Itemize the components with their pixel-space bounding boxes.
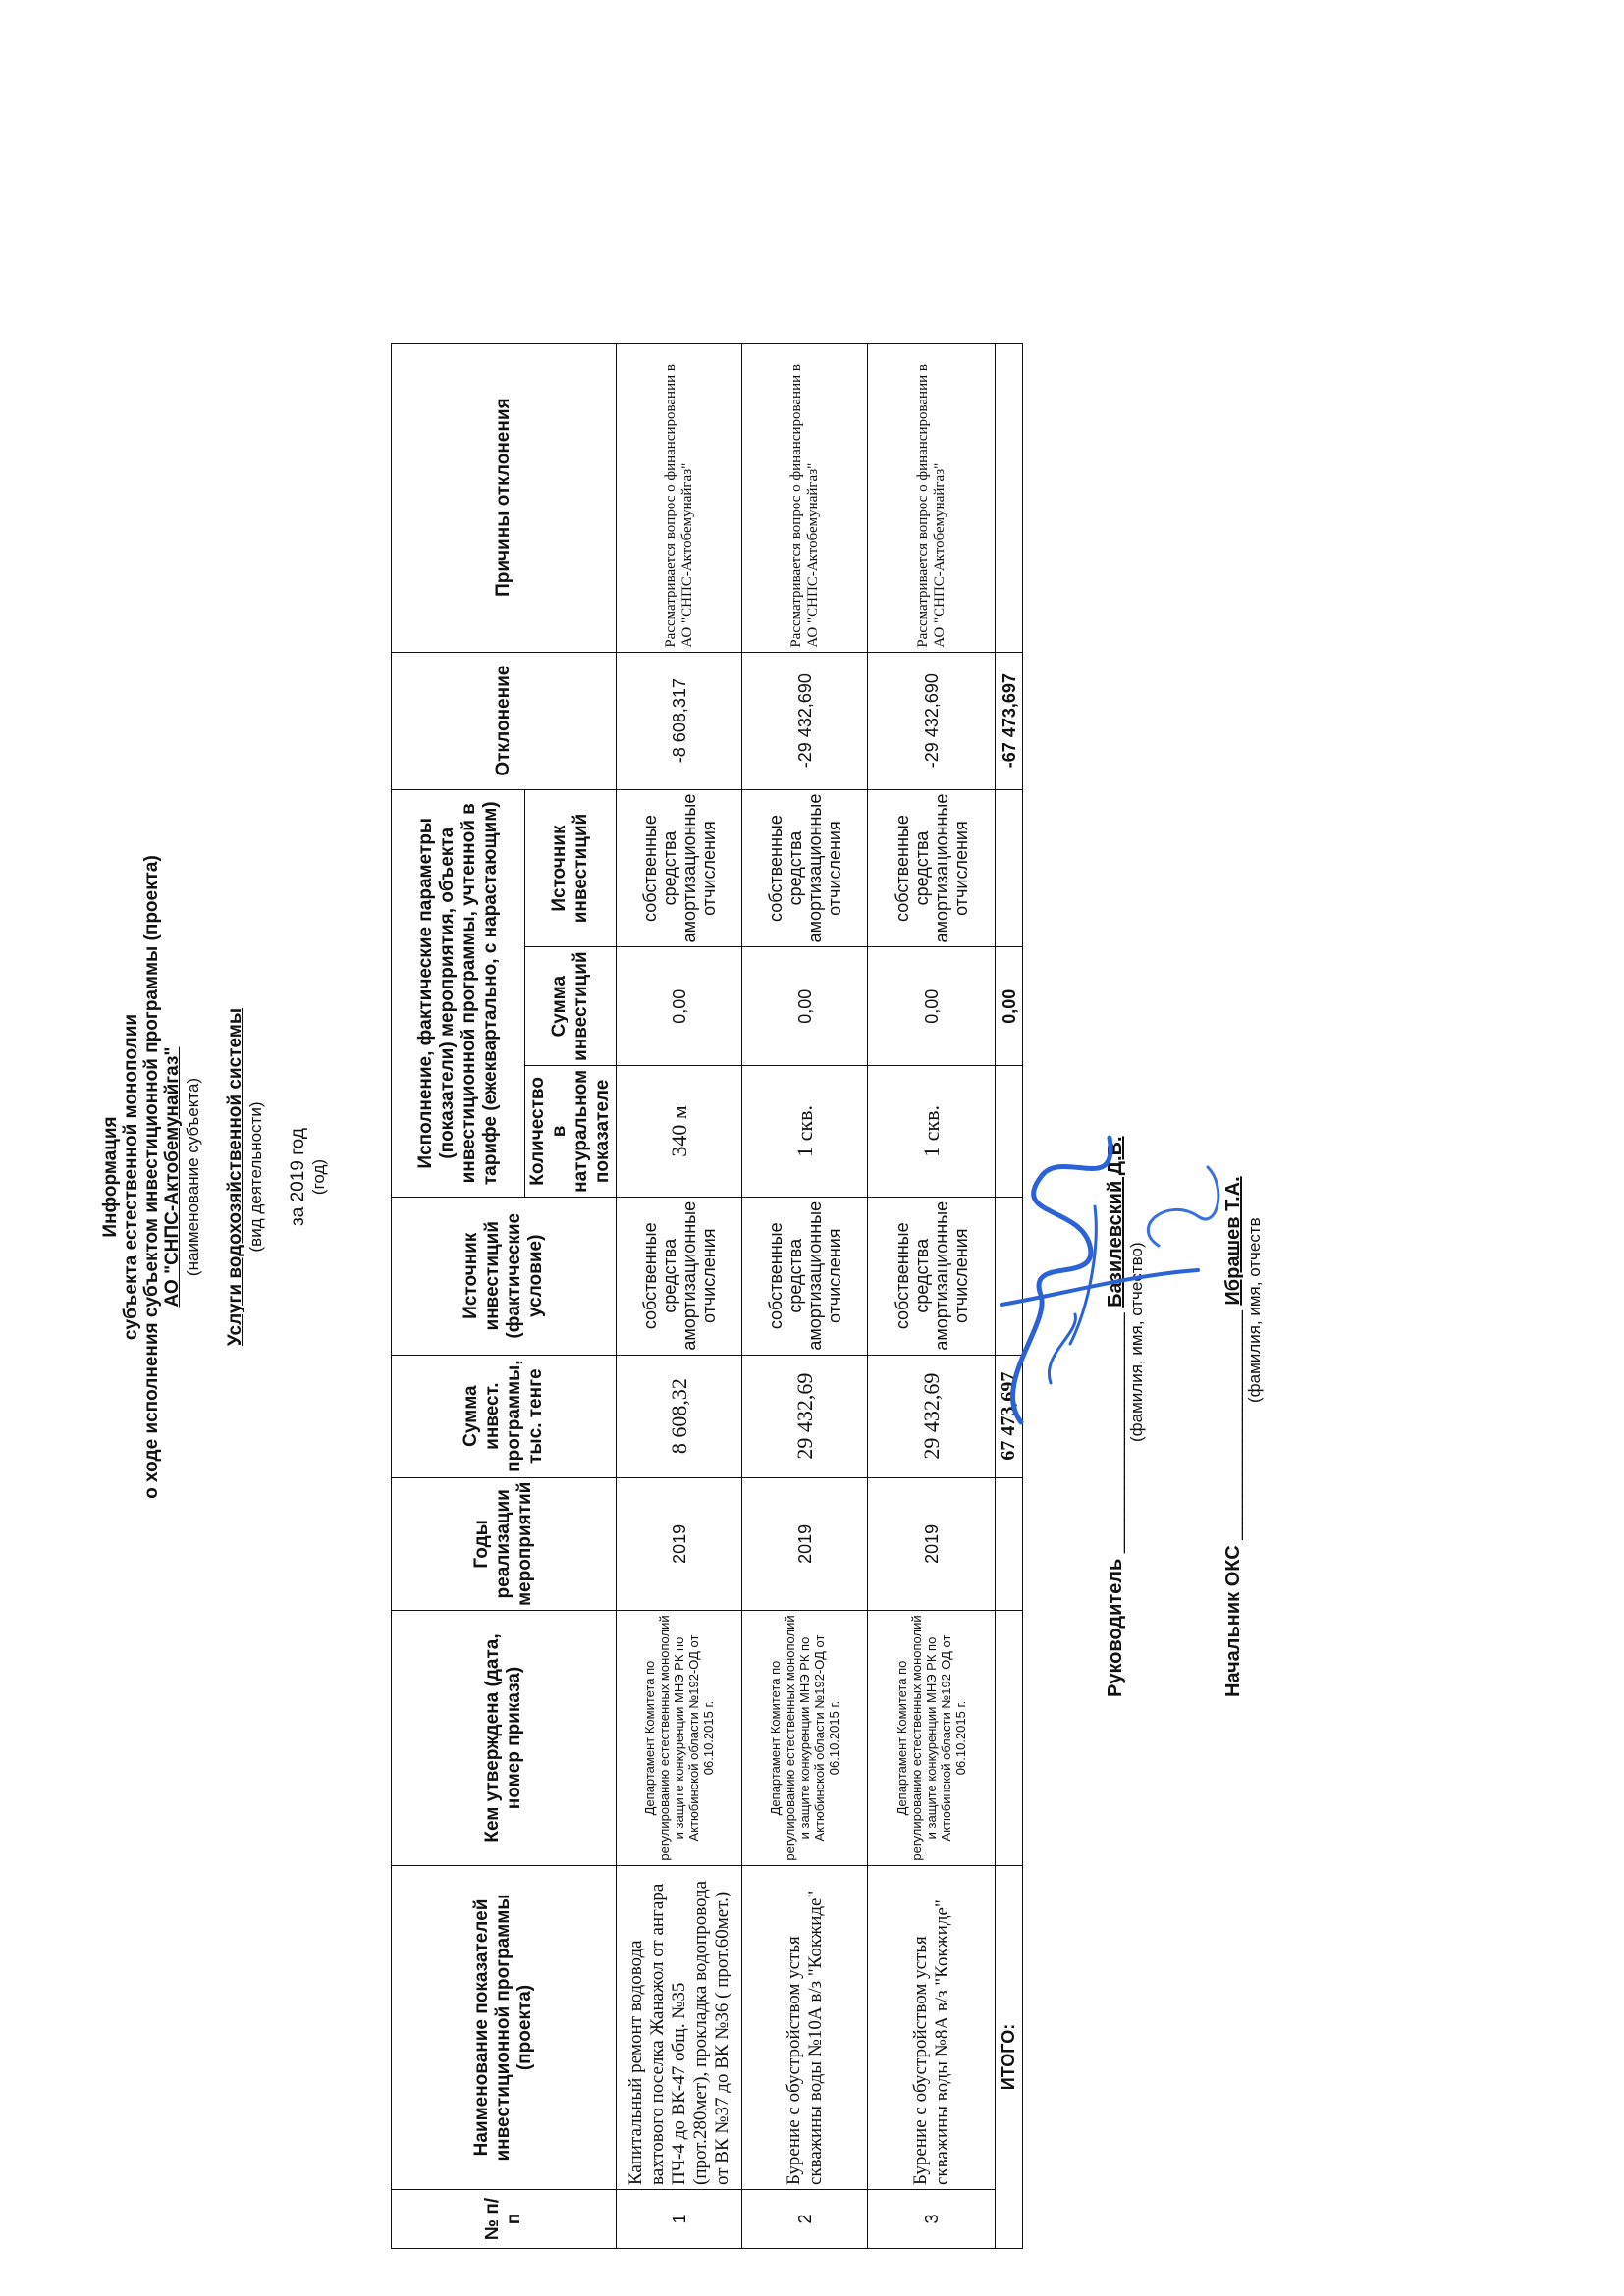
row-source: собственные средства амортизационные отчисления <box>617 1197 742 1355</box>
header-inv-source: Источник инвестиций <box>525 789 617 947</box>
row-reason: Рассматривается вопрос о финансировании в АО "СНПС-Актобемунайгаз" <box>617 343 742 652</box>
row-deviation: -8 608,317 <box>617 652 742 789</box>
row-inv-sum: 0,00 <box>868 947 996 1066</box>
oks-signature-block: Начальник ОКС _____________________ Ибрашев Т.А. (фамилия, имя, отчеств <box>1222 1176 1264 1697</box>
total-deviation: -67 473,697 <box>996 652 1023 789</box>
row-deviation: -29 432,690 <box>742 652 868 789</box>
header-num: № п/п <box>392 2190 617 2249</box>
row-name: Капитальный ремонт водовода вахтового поселка Жанажол от ангара ПЧ-4 до ВК-47 общ. №35 (прот.280мет), прокладка водопровода от ВК №37 до ВК №36 ( прот.60мет.) <box>617 1866 742 2190</box>
row-sum: 29 432,69 <box>868 1355 996 1477</box>
head-label: Руководитель <box>1105 1558 1126 1697</box>
total-empty <box>996 789 1023 947</box>
header-deviation: Отклонение <box>392 652 617 789</box>
activity-caption: (вид деятельности) <box>246 1101 265 1253</box>
row-approved: Департамент Комитета по регулированию естественных монополий и защите конкуренции МНЭ РК по Актюбинской области №192-ОД от 06.10.2015 г. <box>868 1611 996 1866</box>
doc-title: Информация <box>100 1116 121 1238</box>
header-qty: Количество в натуральном показателе <box>525 1065 617 1197</box>
header-execution-group: Исполнение, фактические параметры (показатели) мероприятия, объекта инвестиционной программы, учтенной в тарифе (ежеквартально, с нарастающим) <box>392 789 525 1197</box>
row-name: Бурение с обустройством устья скважины воды №10А в/з "Кокжиде" <box>742 1866 868 2190</box>
header-approved: Кем утверждена (дата, номер приказа) <box>392 1611 617 1866</box>
head-name: Базилевский Д.В. <box>1105 1136 1126 1308</box>
total-label: ИТОГО: <box>996 1866 1023 2249</box>
oks-name: Ибрашев Т.А. <box>1222 1176 1244 1306</box>
row-inv-source: собственные средства амортизационные отчисления <box>868 789 996 947</box>
row-inv-sum: 0,00 <box>617 947 742 1066</box>
row-approved: Департамент Комитета по регулированию естественных монополий и защите конкуренции МНЭ РК по Актюбинской области №192-ОД от 06.10.2015 г. <box>617 1611 742 1866</box>
total-empty <box>996 1611 1023 1866</box>
row-name: Бурение с обустройством устья скважины воды №8А в/з "Кокжиде" <box>868 1866 996 2190</box>
header-sum: Сумма инвест. программы, тыс. тенге <box>392 1355 617 1477</box>
row-reason: Рассматривается вопрос о финансировании в АО "СНПС-Актобемунайгаз" <box>742 343 868 652</box>
row-qty: 340 м <box>617 1065 742 1197</box>
table-row <box>868 343 996 2248</box>
row-years: 2019 <box>617 1477 742 1610</box>
total-inv-sum: 0,00 <box>996 947 1023 1066</box>
header-reasons: Причины отклонения <box>392 343 617 652</box>
table-row <box>617 343 742 2248</box>
doc-subtitle-1: субъекта естественной монополии <box>121 1013 141 1341</box>
head-signature-block: Руководитель ______________________ Базилевский Д.В. (фамилия, имя, отчество) <box>1105 1136 1146 1697</box>
row-qty: 1 скв. <box>868 1065 996 1197</box>
header-inv-sum: Сумма инвестиций <box>525 947 617 1066</box>
oks-label: Начальник ОКС <box>1222 1545 1244 1697</box>
company-caption: (наименование субъекта) <box>184 1077 202 1277</box>
row-qty: 1 скв. <box>742 1065 868 1197</box>
period-caption: (год) <box>309 1158 328 1196</box>
row-source: собственные средства амортизационные отчисления <box>868 1197 996 1355</box>
document-header <box>100 735 329 1619</box>
row-years: 2019 <box>868 1477 996 1610</box>
header-years: Годы реализации мероприятий <box>392 1477 617 1610</box>
doc-subtitle-2: о ходе исполнения субъектом инвестиционной программы (проекта) <box>141 855 162 1499</box>
activity-type: Услуги водохозяйственной системы <box>225 1007 245 1347</box>
row-source: собственные средства амортизационные отчисления <box>742 1197 868 1355</box>
header-name: Наименование показателей инвестиционной программы (проекта) <box>392 1866 617 2190</box>
total-empty <box>996 343 1023 652</box>
company-name: АО "СНПС-Актобемунайгаз" <box>162 1046 183 1308</box>
table-row <box>742 343 868 2248</box>
row-years: 2019 <box>742 1477 868 1610</box>
total-sum: 67 473,697 <box>996 1355 1023 1477</box>
row-inv-sum: 0,00 <box>742 947 868 1066</box>
total-empty <box>996 1477 1023 1610</box>
row-deviation: -29 432,690 <box>868 652 996 789</box>
report-period: за 2019 год <box>288 1128 308 1226</box>
row-sum: 29 432,69 <box>742 1355 868 1477</box>
investment-table <box>391 343 1023 2249</box>
row-inv-source: собственные средства амортизационные отчисления <box>617 789 742 947</box>
row-num: 2 <box>742 2190 868 2249</box>
row-reason: Рассматривается вопрос о финансировании в АО "СНПС-Актобемунайгаз" <box>868 343 996 652</box>
oks-caption: (фамилия, имя, отчеств <box>1245 1217 1264 1403</box>
handwritten-signature <box>982 1089 1276 1442</box>
row-inv-source: собственные средства амортизационные отчисления <box>742 789 868 947</box>
header-source: Источник инвестиций (фактические условие) <box>392 1197 617 1355</box>
row-approved: Департамент Комитета по регулированию естественных монополий и защите конкуренции МНЭ РК по Актюбинской области №192-ОД от 06.10.2015 г. <box>742 1611 868 1866</box>
head-caption: (фамилия, имя, отчество) <box>1127 1242 1146 1442</box>
row-num: 3 <box>868 2190 996 2249</box>
row-num: 1 <box>617 2190 742 2249</box>
row-sum: 8 608,32 <box>617 1355 742 1477</box>
